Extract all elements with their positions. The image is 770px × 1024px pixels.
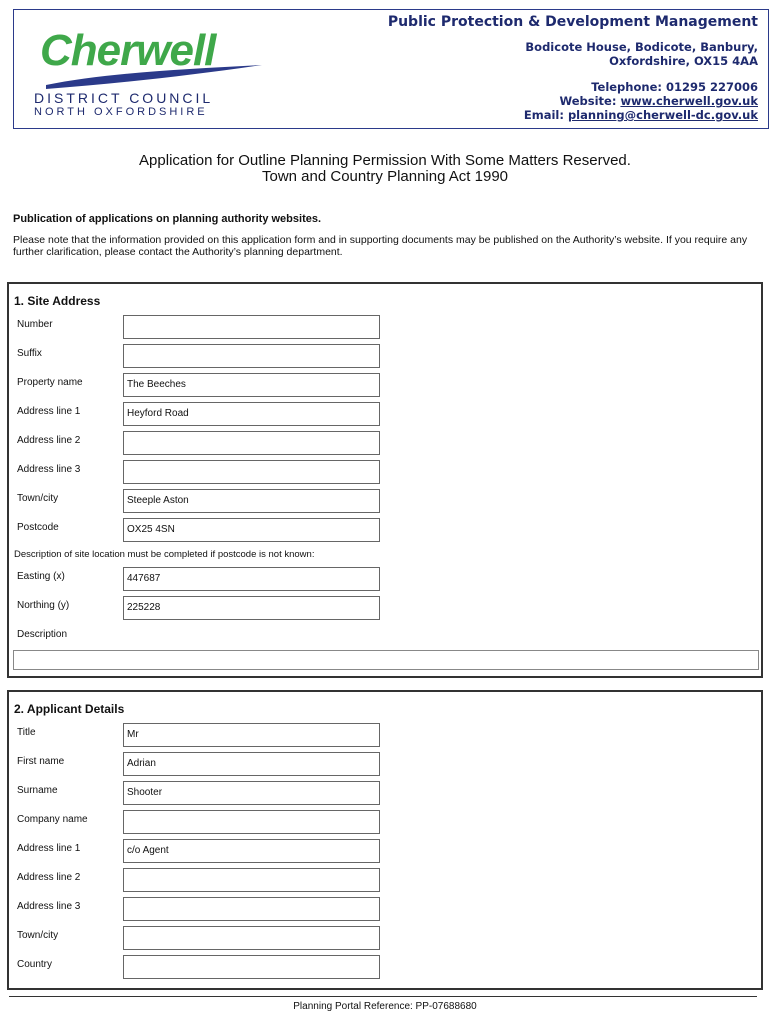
site-address-section bbox=[7, 282, 763, 678]
field-label: Suffix bbox=[17, 348, 42, 359]
applicant-details-section bbox=[7, 690, 763, 990]
address-line-3-field[interactable] bbox=[123, 460, 380, 484]
field-label: Title bbox=[17, 727, 36, 738]
field-label: Address line 3 bbox=[17, 901, 81, 912]
portal-reference: Planning Portal Reference: PP-07688680 bbox=[293, 1001, 477, 1012]
field-label: Address line 3 bbox=[17, 464, 81, 475]
field-label: Town/city bbox=[17, 930, 59, 941]
company-name-field[interactable] bbox=[123, 810, 380, 834]
section-title: 1. Site Address bbox=[14, 294, 101, 308]
website-label: Website: bbox=[559, 94, 621, 108]
number-field[interactable] bbox=[123, 315, 380, 339]
suffix-field[interactable] bbox=[123, 344, 380, 368]
country-field[interactable] bbox=[123, 955, 380, 979]
field-label: Northing (y) bbox=[17, 600, 70, 611]
council-name: DISTRICT COUNCIL bbox=[34, 90, 214, 106]
field-label: First name bbox=[17, 756, 65, 767]
field-label: Easting (x) bbox=[17, 571, 65, 582]
field-label: Address line 1 bbox=[17, 843, 81, 854]
field-label: Postcode bbox=[17, 522, 59, 533]
title-field[interactable]: Mr bbox=[123, 723, 380, 747]
field-label: Address line 2 bbox=[17, 872, 81, 883]
field-label: Country bbox=[17, 959, 53, 970]
field-label: Property name bbox=[17, 377, 83, 388]
logo-swoosh-icon bbox=[44, 63, 264, 93]
surname-field[interactable]: Shooter bbox=[123, 781, 380, 805]
description-field[interactable] bbox=[13, 650, 759, 670]
footer-divider bbox=[9, 996, 757, 997]
contact-block bbox=[388, 14, 758, 122]
easting-field[interactable]: 447687 bbox=[123, 567, 380, 591]
address-line-1-field[interactable]: c/o Agent bbox=[123, 839, 380, 863]
address-line-1: Bodicote House, Bodicote, Banbury, bbox=[525, 40, 758, 54]
letterhead bbox=[13, 9, 769, 129]
field-label: Surname bbox=[17, 785, 58, 796]
telephone: Telephone: 01295 227006 bbox=[591, 80, 758, 94]
form-title-line2: Town and Country Planning Act 1990 bbox=[262, 168, 508, 185]
field-label: Town/city bbox=[17, 493, 59, 504]
field-label: Company name bbox=[17, 814, 88, 825]
town-city-field[interactable]: Steeple Aston bbox=[123, 489, 380, 513]
field-label: Number bbox=[17, 319, 53, 330]
section-title: 2. Applicant Details bbox=[14, 702, 125, 716]
address-line-2-field[interactable] bbox=[123, 431, 380, 455]
email-row bbox=[388, 108, 758, 122]
property-name-field[interactable]: The Beeches bbox=[123, 373, 380, 397]
location-note: Description of site location must be completed if postcode is not known: bbox=[14, 549, 315, 560]
council-region: NORTH OXFORDSHIRE bbox=[34, 106, 208, 118]
form-title bbox=[0, 153, 770, 185]
address-line-2: Oxfordshire, OX15 4AA bbox=[609, 54, 758, 68]
email-label: Email: bbox=[523, 108, 568, 122]
postcode-field[interactable]: OX25 4SN bbox=[123, 518, 380, 542]
publication-heading: Publication of applications on planning authority websites. bbox=[13, 213, 322, 225]
publication-text: Please note that the information provided on this application form and in supporting documents may be published on the Authority’s website. If you require any further clarification, please contact the Authority’s planning department. bbox=[13, 234, 748, 258]
field-label: Address line 1 bbox=[17, 406, 81, 417]
department-name: Public Protection & Development Management bbox=[387, 14, 758, 30]
form-title-line1: Application for Outline Planning Permission With Some Matters Reserved. bbox=[139, 152, 631, 169]
website-link[interactable]: www.cherwell.gov.uk bbox=[620, 94, 758, 108]
address-line-1-field[interactable]: Heyford Road bbox=[123, 402, 380, 426]
town-city-field[interactable] bbox=[123, 926, 380, 950]
field-label: Address line 2 bbox=[17, 435, 81, 446]
first-name-field[interactable]: Adrian bbox=[123, 752, 380, 776]
email-link[interactable]: planning@cherwell-dc.gov.uk bbox=[567, 108, 758, 122]
cherwell-logo: Cherwell bbox=[40, 26, 216, 75]
website-row bbox=[388, 94, 758, 108]
northing-field[interactable]: 225228 bbox=[123, 596, 380, 620]
address-line-3-field[interactable] bbox=[123, 897, 380, 921]
field-label: Description bbox=[17, 629, 68, 640]
address-line-2-field[interactable] bbox=[123, 868, 380, 892]
